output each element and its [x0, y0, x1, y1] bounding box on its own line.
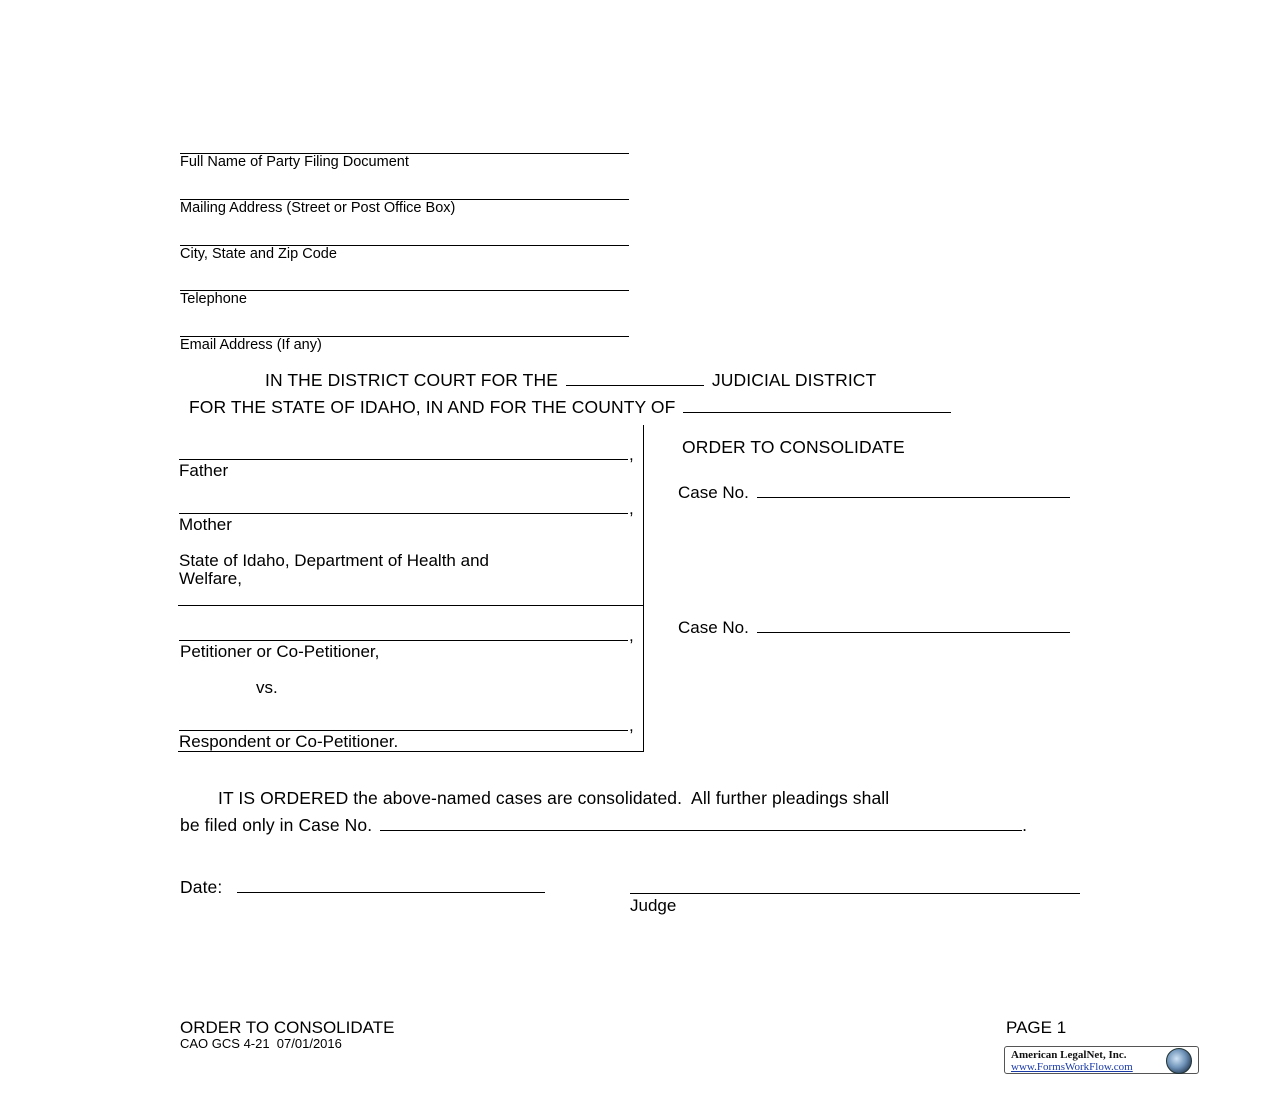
petitioner-label: Petitioner or Co-Petitioner,	[180, 642, 380, 661]
mother-name-line[interactable]	[179, 513, 628, 514]
case-number-1-blank[interactable]	[757, 497, 1070, 498]
respondent-comma: ,	[629, 716, 634, 735]
footer-form-title: ORDER TO CONSOLIDATE	[180, 1018, 395, 1037]
county-blank[interactable]	[683, 412, 951, 413]
footer-page-number: PAGE 1	[1006, 1018, 1067, 1037]
date-field	[180, 877, 545, 898]
judge-signature-line[interactable]	[630, 893, 1080, 894]
caption-separator	[178, 605, 643, 606]
footer-form-code: CAO GCS 4-21 07/01/2016	[180, 1036, 342, 1051]
case-number-2-label: Case No.	[678, 618, 749, 637]
caption-divider	[643, 425, 644, 752]
court-heading-left: IN THE DISTRICT COURT FOR THE	[265, 370, 558, 390]
americanlegalnet-logo[interactable]	[1004, 1046, 1199, 1074]
case-number-1-label: Case No.	[678, 483, 749, 502]
mother-label: Mother	[179, 515, 232, 534]
case-number-2-blank[interactable]	[757, 632, 1070, 633]
city-state-zip-label: City, State and Zip Code	[180, 246, 337, 262]
date-label: Date:	[180, 877, 223, 897]
father-comma: ,	[629, 445, 634, 464]
order-body-line2	[180, 815, 1027, 836]
party-name-label: Full Name of Party Filing Document	[180, 154, 409, 170]
logo-company: American LegalNet, Inc.	[1011, 1049, 1127, 1061]
state-agency-line1: State of Idaho, Department of Health and	[179, 551, 489, 570]
consolidated-case-label: be filed only in Case No.	[180, 815, 373, 835]
judicial-district-blank[interactable]	[566, 385, 704, 386]
father-label: Father	[179, 461, 229, 480]
date-blank[interactable]	[237, 892, 545, 893]
court-heading-line2	[189, 397, 951, 418]
petitioner-name-line[interactable]	[179, 640, 628, 641]
order-body-period: .	[1022, 815, 1028, 835]
telephone-label: Telephone	[180, 291, 247, 307]
case-number-1	[678, 483, 1070, 503]
court-heading-county: FOR THE STATE OF IDAHO, IN AND FOR THE COUNTY OF	[189, 397, 676, 417]
respondent-label: Respondent or Co-Petitioner.	[179, 732, 399, 751]
father-name-line[interactable]	[179, 459, 628, 460]
mother-comma: ,	[629, 499, 634, 518]
email-label: Email Address (If any)	[180, 337, 322, 353]
petitioner-comma: ,	[629, 626, 634, 645]
consolidated-case-blank[interactable]	[380, 830, 1022, 831]
mailing-address-label: Mailing Address (Street or Post Office Box)	[180, 200, 456, 216]
logo-url[interactable]: www.FormsWorkFlow.com	[1011, 1061, 1133, 1073]
respondent-name-line[interactable]	[179, 730, 628, 731]
state-agency-line2: Welfare,	[179, 569, 242, 588]
court-heading-line1	[265, 370, 876, 391]
telephone-line[interactable]	[180, 290, 629, 291]
versus-label: vs.	[256, 678, 278, 697]
order-body-line1: IT IS ORDERED the above-named cases are consolidated. All further pleadings shall	[218, 788, 890, 808]
globe-icon	[1166, 1048, 1192, 1074]
court-heading-right: JUDICIAL DISTRICT	[711, 370, 877, 390]
order-title: ORDER TO CONSOLIDATE	[682, 437, 905, 457]
case-number-2	[678, 618, 1070, 638]
judge-label: Judge	[630, 896, 677, 915]
